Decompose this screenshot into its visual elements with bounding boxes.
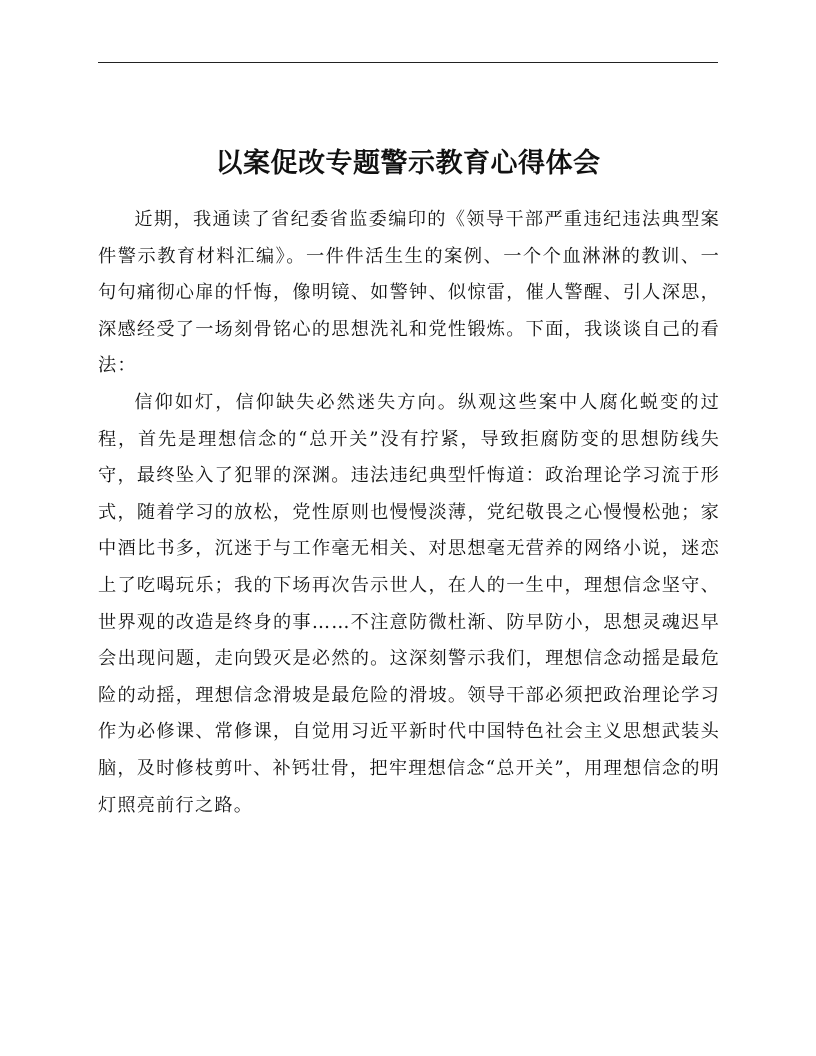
header-rule — [98, 62, 718, 63]
paragraph-intro: 近期，我通读了省纪委省监委编印的《领导干部严重违纪违法典型案件警示教育材料汇编》。一件件活生生的案例、一个个血淋淋的教训、一句句痛彻心扉的忏悔，像明镜、如警钟、似惊雷，催人警醒、引人深思，深感经受了一场刻骨铭心的思想洗礼和党性锻炼。下面，我谈谈自己的看法： — [98, 209, 720, 377]
paragraph-faith: 信仰如灯，信仰缺失必然迷失方向。纵观这些案中人腐化蜕变的过程，首先是理想信念的“总开关”没有拧紧，导致拒腐防变的思想防线失守，最终坠入了犯罪的深渊。违法违纪典型忏悔道：政治理论学习流于形式，随着学习的放松，党性原则也慢慢淡薄，党纪敬畏之心慢慢松弛；家中酒比书多，沉迷于与工作毫无相关、对思想毫无营养的网络小说，迷恋上了吃喝玩乐；我的下场再次告示世人，在人的一生中，理想信念坚守、世界观的改造是终身的事……不注意防微杜渐、防早防小，思想灵魂迟早会出现问题，走向毁灭是必然的。这深刻警示我们，理想信念动摇是最危险的动摇，理想信念滑坡是最危险的滑坡。领导干部必须把政治理论学习作为必修课、常修课，自觉用习近平新时代中国特色社会主义思想武装头脑，及时修枝剪叶、补钙壮骨，把牢理想信念“总开关”，用理想信念的明灯照亮前行之路。 — [98, 391, 721, 816]
document-body — [98, 202, 720, 824]
document-title: 以案促改专题警示教育心得体会 — [215, 148, 601, 179]
